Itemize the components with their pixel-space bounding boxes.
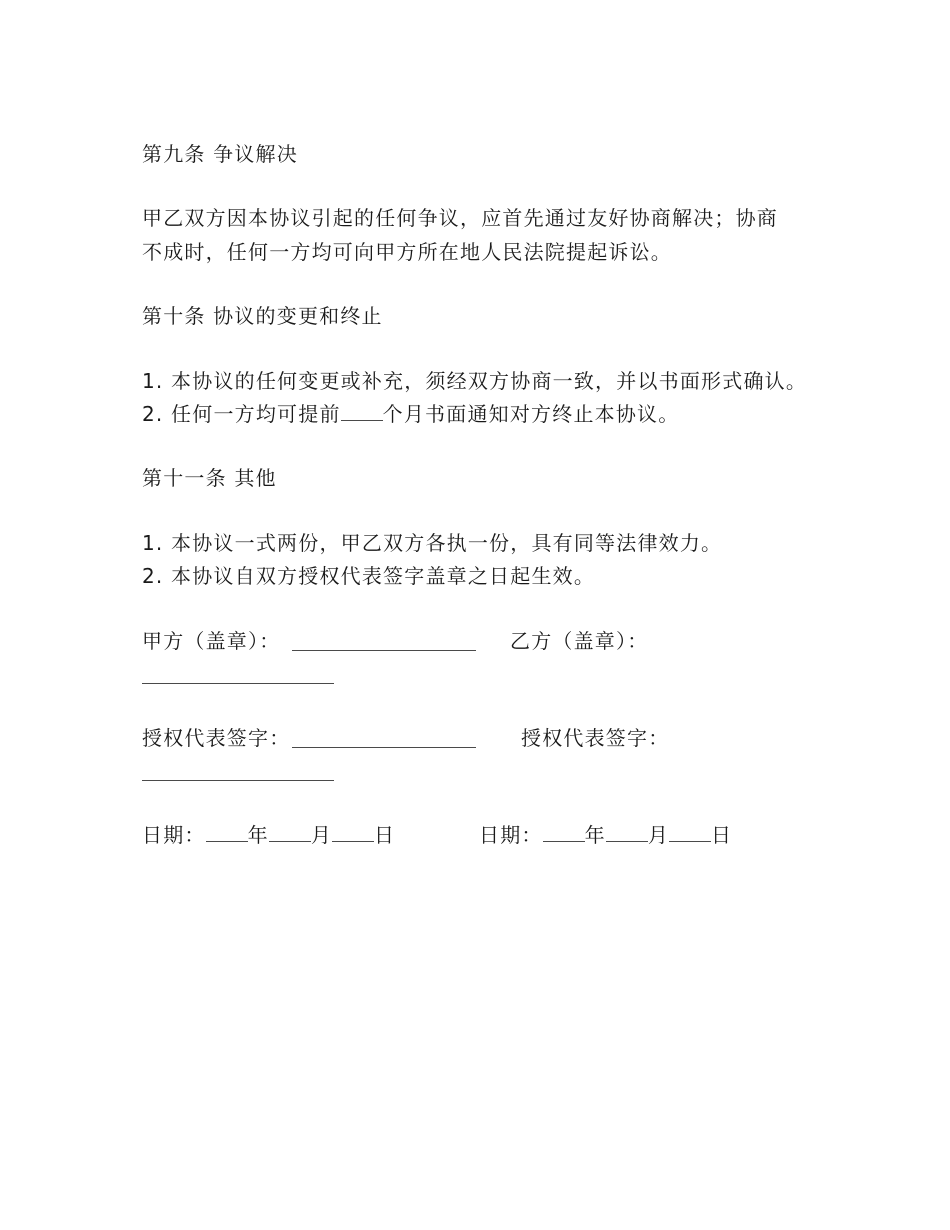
party-b-date-label: 日期： — [479, 823, 543, 847]
party-b-month-label: 月 — [647, 823, 670, 847]
party-a-seal-label: 甲方（盖章）： — [142, 629, 281, 653]
party-a-rep-label: 授权代表签字： — [142, 726, 291, 750]
party-b-seal-blank — [142, 683, 334, 684]
party-a-month-blank — [269, 821, 311, 842]
party-a-date-label: 日期： — [142, 823, 206, 847]
party-b-day-label: 日 — [711, 823, 733, 847]
notice-months-blank — [341, 400, 383, 421]
article-11-item-1: 1. 本协议一式两份，甲乙双方各执一份，具有同等法律效力。 — [142, 531, 723, 555]
party-b-date-line — [479, 819, 732, 851]
article-9-heading: 第九条 争议解决 — [142, 142, 298, 166]
party-a-day-label: 日 — [374, 823, 396, 847]
article-9-paragraph-line-2: 不成时，任何一方均可向甲方所在地人民法院提起诉讼。 — [142, 240, 672, 264]
party-b-day-blank — [669, 821, 711, 842]
party-a-date-line — [142, 819, 395, 851]
party-a-day-blank — [332, 821, 374, 842]
article-10-item-2-suffix: 个月书面通知对方终止本协议。 — [382, 402, 680, 426]
party-b-year-blank — [543, 821, 585, 842]
party-b-rep-blank — [142, 780, 334, 781]
party-a-rep-blank — [292, 747, 476, 748]
article-11-item-2: 2. 本协议自双方授权代表签字盖章之日起生效。 — [142, 564, 596, 588]
party-b-year-label: 年 — [584, 823, 606, 847]
party-a-year-blank — [206, 821, 248, 842]
article-11-heading: 第十一条 其他 — [142, 466, 277, 490]
party-a-seal-blank — [292, 650, 476, 651]
party-b-month-blank — [606, 821, 648, 842]
party-a-month-label: 月 — [310, 823, 333, 847]
article-10-item-1: 1. 本协议的任何变更或补充，须经双方协商一致，并以书面形式确认。 — [142, 369, 808, 393]
article-10-heading: 第十条 协议的变更和终止 — [142, 304, 383, 328]
article-10-item-2 — [142, 398, 679, 430]
party-b-rep-label: 授权代表签字： — [521, 726, 670, 750]
article-9-paragraph-line-1: 甲乙双方因本协议引起的任何争议，应首先通过友好协商解决；协商 — [142, 206, 778, 230]
party-a-year-label: 年 — [247, 823, 269, 847]
party-b-seal-label: 乙方（盖章）： — [510, 629, 649, 653]
article-10-item-2-prefix: 2. 任何一方均可提前 — [142, 402, 341, 426]
